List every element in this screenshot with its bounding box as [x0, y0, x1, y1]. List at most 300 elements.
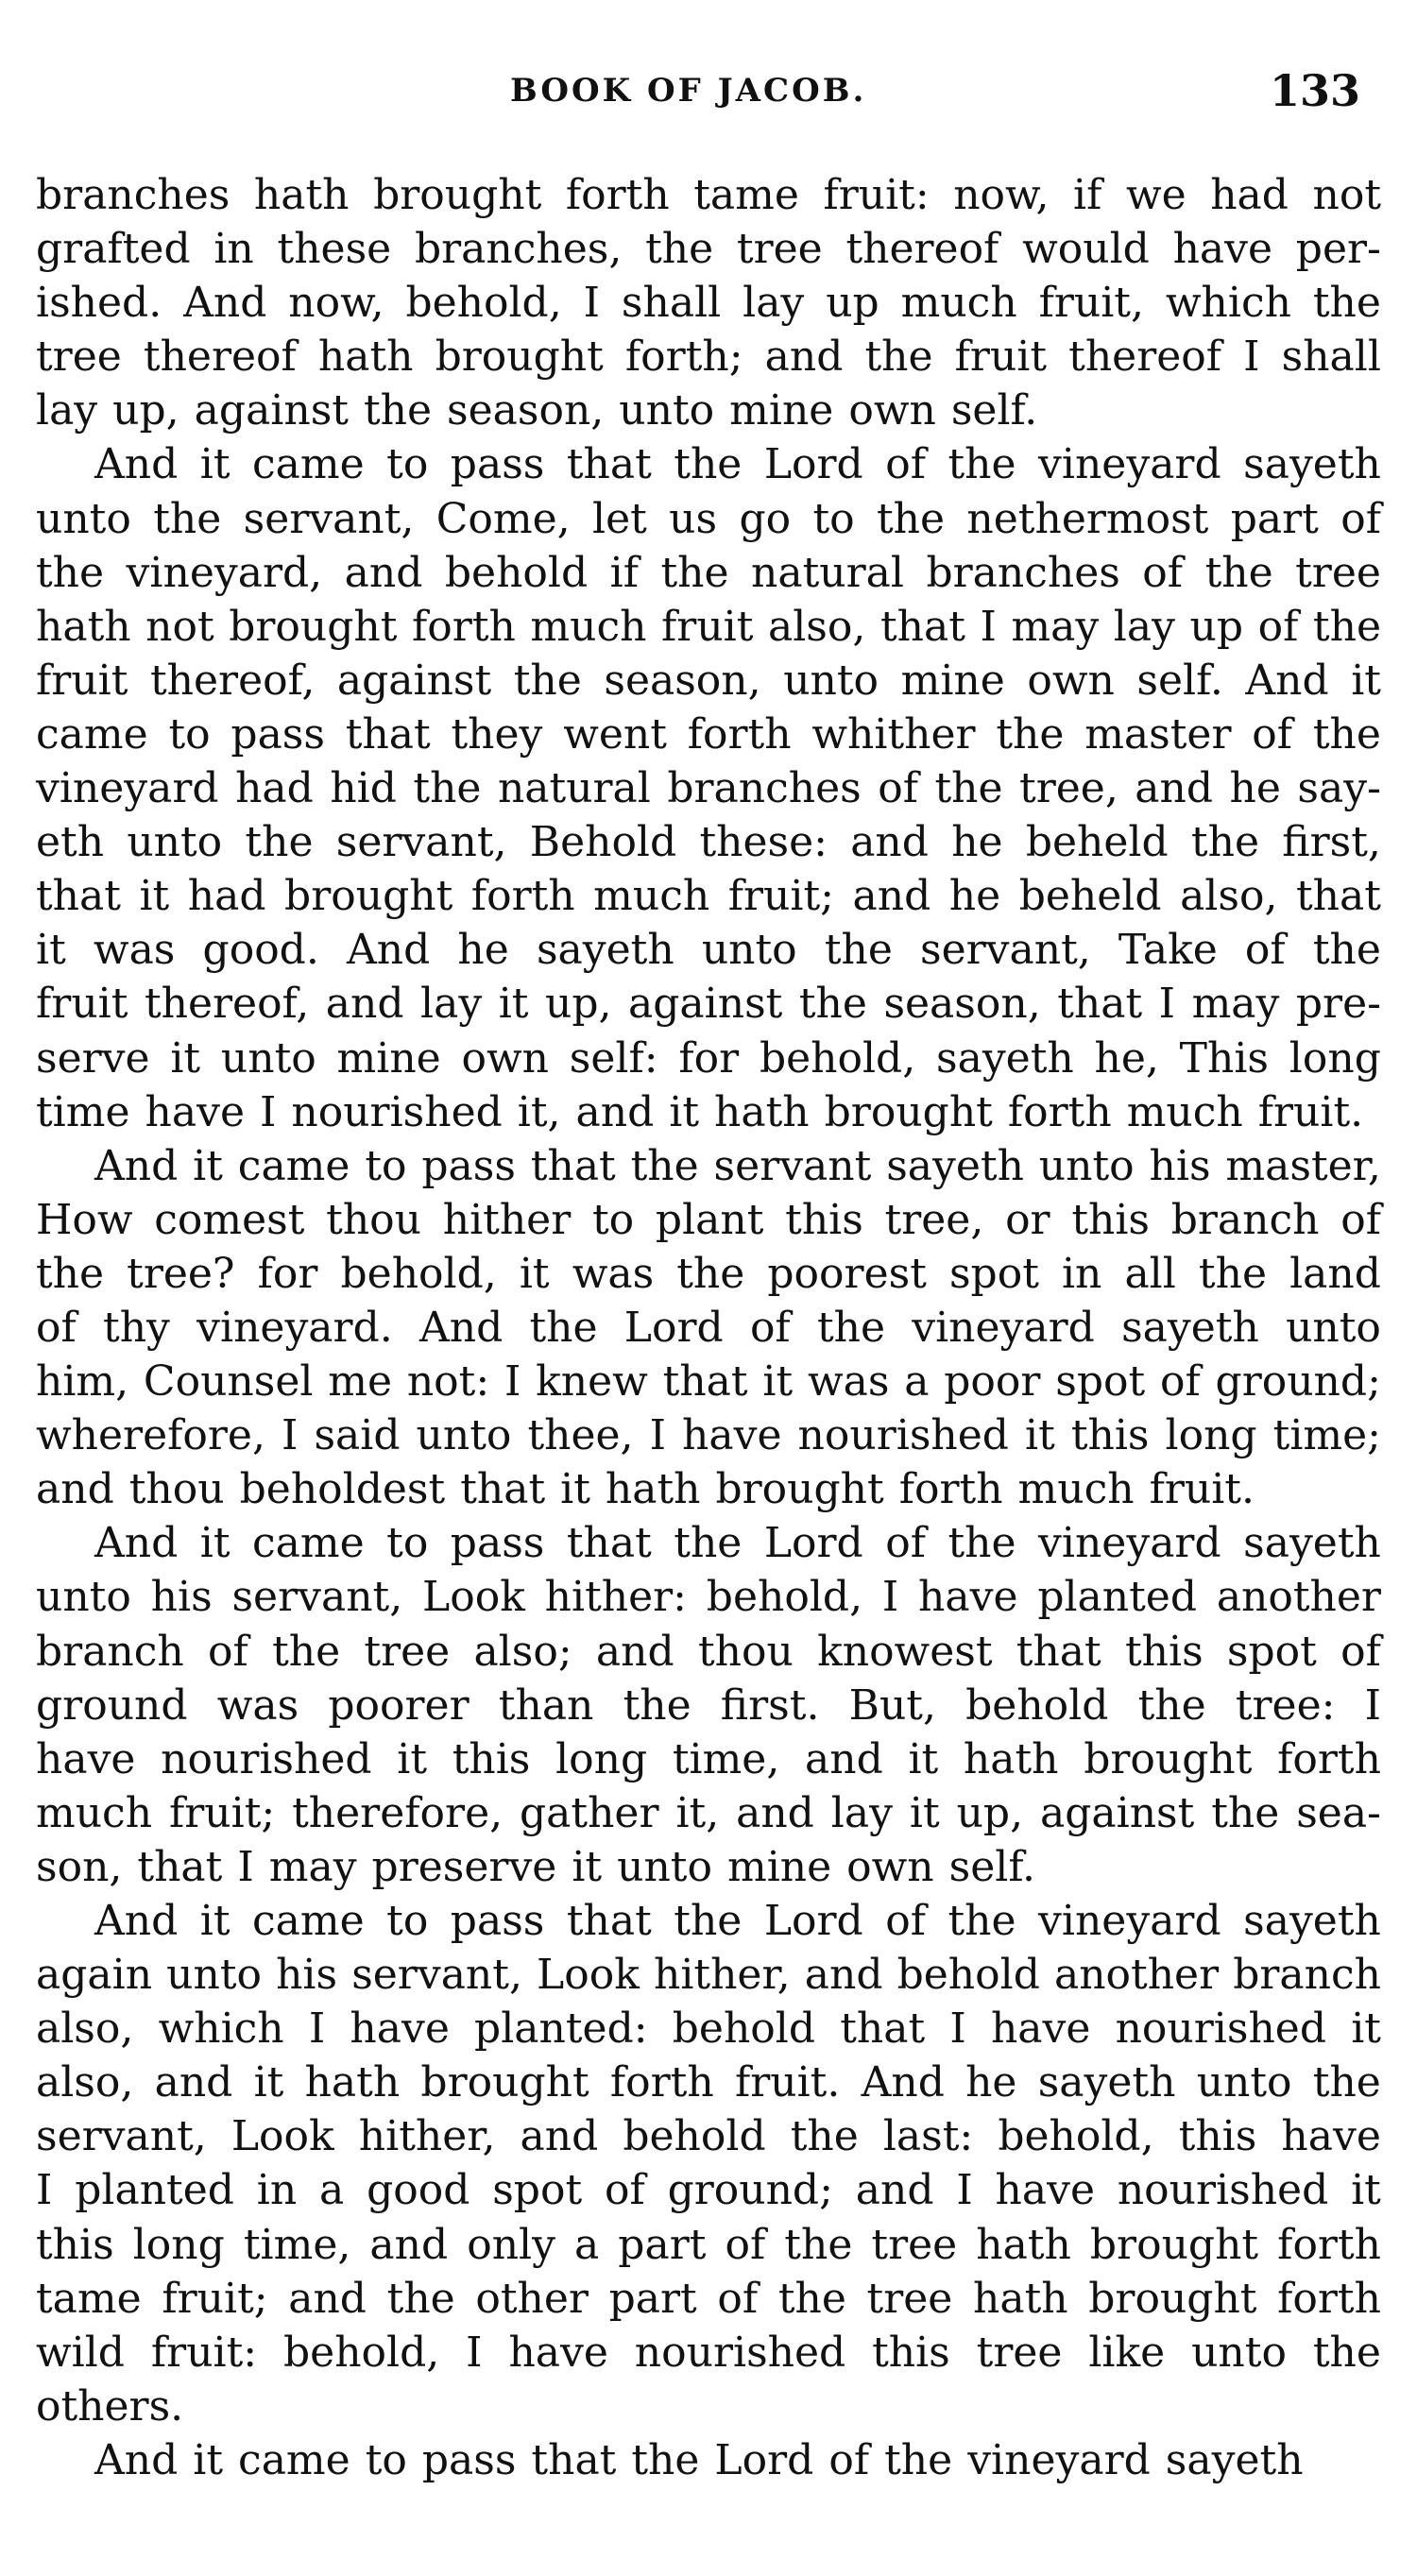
word: shall [621, 279, 722, 328]
word: I [1243, 333, 1260, 382]
word: poor [944, 1357, 1041, 1407]
word: land [1289, 1249, 1381, 1298]
word: he [951, 818, 1003, 867]
word: to [365, 1141, 407, 1190]
word: the [623, 1680, 691, 1730]
word: of [885, 1519, 926, 1568]
word: was [93, 926, 176, 975]
word: nourished [797, 1411, 1009, 1460]
text-line [36, 1679, 1381, 1732]
word: also, [768, 602, 866, 651]
word: like [1088, 2328, 1166, 2377]
word: for [257, 1249, 318, 1298]
word: Lord [763, 1897, 863, 1945]
word: branches [667, 764, 862, 813]
word: I [282, 1411, 299, 1460]
word: me [328, 1357, 393, 1407]
word: spot [1055, 1357, 1146, 1407]
paragraph [36, 2433, 1381, 2487]
word: also, [1180, 872, 1278, 921]
word: this [872, 2328, 950, 2377]
word: gather [520, 1788, 659, 1837]
word: And [418, 1303, 504, 1352]
body-text [36, 168, 1381, 2487]
word: unto [783, 656, 879, 705]
word: Counsel [143, 1357, 314, 1407]
word: of [604, 2166, 645, 2215]
word: nourished [1115, 2005, 1326, 2054]
word: unto [416, 1411, 512, 1460]
word: vineyard. [196, 1303, 393, 1352]
word: that [530, 1141, 616, 1190]
word: hath [304, 2058, 401, 2107]
word: behold, [706, 1573, 863, 1622]
word: it, [517, 1087, 561, 1136]
word: it [519, 1249, 550, 1298]
word: tame [693, 171, 799, 219]
word: and [850, 818, 929, 867]
word: mine [900, 656, 1005, 705]
word: to [386, 440, 429, 489]
text-line [36, 2109, 1381, 2163]
word: thereof [845, 225, 999, 274]
text-line [36, 546, 1381, 600]
word: thereof [143, 333, 297, 382]
text-line [36, 2002, 1381, 2056]
word: vineyard [36, 764, 219, 813]
text-line [36, 1462, 1381, 1516]
word: beheld [1018, 872, 1162, 921]
paragraph [36, 437, 1381, 1138]
word: hither, [654, 1951, 791, 2000]
word: thou [128, 1465, 225, 1514]
word: have [36, 1734, 136, 1783]
word: whither [811, 709, 976, 759]
word: again [36, 1951, 153, 2000]
word: it [560, 1465, 590, 1514]
running-header [0, 62, 1417, 119]
word: also, [36, 2005, 134, 2054]
word: I [504, 1357, 521, 1407]
word: mine [726, 1842, 832, 1891]
word: this [36, 2220, 114, 2269]
text-line [36, 437, 1381, 491]
word: nourished [1117, 2166, 1329, 2215]
word: the [386, 2274, 455, 2323]
text-line [36, 761, 1381, 815]
word: self. [1136, 656, 1223, 705]
word: was [807, 1357, 890, 1407]
word: his [150, 1573, 213, 1622]
word: thee, [527, 1411, 634, 1460]
word: or [1005, 1195, 1050, 1244]
word: of [828, 2435, 870, 2484]
word: said [314, 1411, 401, 1460]
word: that [1016, 1627, 1101, 1676]
word: the [245, 818, 314, 867]
word: How [36, 1195, 133, 1244]
word: now, [953, 171, 1050, 219]
word: branch [1233, 1951, 1381, 2000]
word: have [918, 1573, 1018, 1622]
word: I [649, 1411, 666, 1460]
word: of [1159, 1357, 1201, 1407]
word: the [996, 709, 1065, 759]
word: the [884, 2435, 953, 2484]
word: up [1189, 602, 1244, 651]
word: this [1070, 1411, 1150, 1460]
word: forth [1277, 2220, 1381, 2269]
text-line [36, 168, 1381, 222]
word: unto [617, 1842, 712, 1891]
word: than [498, 1680, 594, 1730]
word: tree: [1235, 1680, 1336, 1730]
word: go [739, 494, 792, 543]
word: also; [473, 1627, 572, 1676]
word: much [1126, 1087, 1243, 1136]
word: servant, [920, 926, 1091, 975]
word: vineyard, [126, 548, 323, 597]
word: this [452, 1734, 531, 1783]
word: to [168, 709, 211, 759]
word: the [1312, 709, 1381, 759]
word: sayeth [936, 1033, 1074, 1083]
word: vineyard [1038, 1897, 1221, 1945]
word: the [660, 548, 729, 597]
text-line [36, 1193, 1381, 1247]
word: came [252, 1519, 365, 1568]
word: knowest [817, 1627, 993, 1676]
word: have [350, 2005, 450, 2054]
word: branches, [414, 225, 623, 274]
word: that [345, 709, 431, 759]
word: hither [442, 1195, 572, 1244]
word: and [595, 1627, 674, 1676]
word: of [717, 2274, 759, 2323]
word: I [1158, 980, 1176, 1029]
word: hither: [544, 1573, 687, 1622]
text-line [36, 869, 1381, 923]
word: sayeth [886, 1141, 1024, 1190]
word: poorest [767, 1249, 927, 1298]
text-line [36, 1786, 1381, 1840]
word: good. [202, 926, 319, 975]
word: tree [866, 2274, 953, 2323]
word: Look [422, 1573, 525, 1622]
word: unto [701, 926, 797, 975]
word: was [572, 1249, 655, 1298]
word: vineyard [1038, 440, 1221, 489]
word: wild [36, 2328, 125, 2377]
word: and [369, 2220, 449, 2269]
word: behold [623, 2112, 766, 2161]
word: the [1198, 1249, 1267, 1298]
word: sayeth [1243, 1897, 1381, 1945]
word: say- [1297, 764, 1381, 813]
word: fruit. [1257, 1087, 1364, 1136]
word: hath [976, 2220, 1071, 2269]
word: sayeth [1243, 1519, 1381, 1568]
word: may [1191, 980, 1280, 1029]
word: have [682, 1411, 782, 1460]
word: against [1039, 1788, 1195, 1837]
word: tree, [1019, 764, 1118, 813]
word: behold [896, 1951, 1040, 2000]
word: nourished [161, 1734, 372, 1783]
word: fruit: [823, 171, 930, 219]
word: it [1025, 1411, 1055, 1460]
word: the [816, 1303, 886, 1352]
word: time, [672, 1734, 780, 1783]
word: this [785, 1195, 863, 1244]
word: a [574, 2220, 600, 2269]
word: it [199, 1897, 230, 1945]
word: came [252, 440, 365, 489]
word: brought [373, 171, 542, 219]
word: in [213, 225, 254, 274]
word: the [153, 494, 222, 543]
word: the [798, 980, 867, 1029]
word: lay [420, 980, 483, 1029]
word: I [259, 1087, 277, 1136]
word: Look [230, 2112, 334, 2161]
word: it [498, 980, 529, 1029]
word: brought [824, 1087, 993, 1136]
word: of [208, 1627, 248, 1676]
word: forth; [624, 333, 743, 382]
word: a [904, 1357, 930, 1407]
word: beholdest [239, 1465, 446, 1514]
word: season, [883, 980, 1041, 1029]
word: grafted [36, 225, 191, 274]
text-line [36, 2272, 1381, 2326]
word: pass [450, 440, 545, 489]
word: it [669, 1087, 700, 1136]
paragraph [36, 1894, 1381, 2433]
word: brought [1089, 2220, 1259, 2269]
word: son, [36, 1842, 123, 1891]
word: servant, [36, 2112, 207, 2161]
word: another [1053, 1951, 1220, 2000]
word: vineyard [1038, 1519, 1221, 1568]
word: it [139, 872, 170, 921]
word: thou [697, 1627, 794, 1676]
word: of [878, 764, 918, 813]
word: hath [605, 1465, 701, 1514]
word: of [885, 1897, 926, 1945]
word: thereof, [144, 980, 310, 1029]
word: up, [956, 1788, 1024, 1837]
word: fruit [36, 980, 128, 1029]
word: that [460, 1465, 546, 1514]
word: the [1312, 2058, 1381, 2107]
word: let [592, 494, 647, 543]
text-line [36, 600, 1381, 654]
word: that [1295, 872, 1381, 921]
word: he, [1094, 1033, 1159, 1083]
word: and [736, 1788, 814, 1837]
word: tree [1295, 548, 1381, 597]
word: part [618, 2220, 707, 2269]
word: lay [36, 386, 98, 435]
word: the [513, 656, 582, 705]
word: this [1124, 1627, 1204, 1676]
word: unto [619, 386, 715, 435]
word: Lord [714, 2435, 814, 2484]
word: that [1057, 980, 1143, 1029]
word: ground; [667, 2166, 833, 2215]
word: sayeth [1165, 2435, 1304, 2484]
word: not: [406, 1357, 490, 1407]
word: it [1351, 656, 1381, 705]
word: not [145, 602, 214, 651]
word: the [36, 1249, 105, 1298]
word: I [583, 279, 601, 328]
text-line [36, 1948, 1381, 2002]
text-line [36, 2380, 1381, 2433]
word: forth [687, 709, 792, 759]
text-line [36, 222, 1381, 276]
word: have [990, 2005, 1091, 2054]
word: first, [1282, 818, 1381, 867]
text-line [36, 1139, 1381, 1193]
word: he [948, 872, 1001, 921]
word: much [36, 1788, 153, 1837]
word: it [908, 1734, 939, 1783]
word: other [475, 2274, 589, 2323]
word: of [1244, 926, 1286, 975]
word: it [170, 1033, 201, 1083]
word: the [777, 2274, 846, 2323]
word: own [848, 386, 936, 435]
word: it [193, 2435, 224, 2484]
word: comest [154, 1195, 305, 1244]
word: forth [609, 2058, 714, 2107]
word: in [1061, 1249, 1102, 1298]
word: pass [450, 1519, 545, 1568]
word: servant, [231, 1573, 403, 1622]
word: part [608, 2274, 697, 2323]
paragraph [36, 1516, 1381, 1894]
word: mine [336, 1033, 441, 1083]
word: good [367, 2166, 470, 2215]
text-line [36, 1032, 1381, 1085]
word: the [631, 2435, 700, 2484]
word: behold, [283, 2328, 440, 2377]
word: in [256, 2166, 298, 2215]
word: time; [1272, 1411, 1381, 1460]
word: ground; [1215, 1357, 1381, 1407]
word: lay [743, 279, 805, 328]
word: natural [497, 764, 651, 813]
word: have [145, 1087, 245, 1136]
word: that [36, 872, 121, 921]
word: the [1190, 818, 1259, 867]
text-line [36, 2218, 1381, 2272]
word: lay [1113, 602, 1175, 651]
word: planted [75, 2166, 234, 2215]
text-line [36, 1301, 1381, 1355]
word: he [965, 2058, 1017, 2107]
word: it [909, 1788, 940, 1837]
word: knew [536, 1357, 648, 1407]
word: planted [1037, 1573, 1198, 1622]
word: own [846, 1842, 934, 1891]
word: that [137, 1842, 223, 1891]
word: unto [36, 494, 131, 543]
word: mine [729, 386, 834, 435]
word: behold [444, 548, 589, 597]
word: for [678, 1033, 740, 1083]
word: all [1124, 1249, 1176, 1298]
word: plant [655, 1195, 764, 1244]
word: of [725, 2220, 766, 2269]
word: And [94, 2435, 179, 2484]
word: the [1312, 926, 1381, 975]
word: pre- [1295, 980, 1381, 1029]
word: fruit; [168, 1788, 276, 1837]
word: tree [736, 225, 823, 274]
word: to [812, 494, 855, 543]
word: shall [1281, 333, 1381, 382]
word: fruit: [150, 2328, 258, 2377]
word: fruit. [1149, 1465, 1255, 1514]
word: nourished [291, 1087, 503, 1136]
word: forth [565, 171, 670, 219]
word: and [1135, 764, 1214, 813]
word: the [1204, 548, 1273, 597]
word: have [508, 2328, 608, 2377]
text-line [36, 384, 1381, 437]
word: thy [103, 1303, 170, 1352]
word: it, [675, 1788, 720, 1837]
word: of [1142, 548, 1184, 597]
word: master, [1225, 1141, 1381, 1190]
word: fruit [36, 656, 128, 705]
word: hither, [358, 2112, 496, 2161]
text-line [36, 923, 1381, 977]
word: it [1351, 2166, 1381, 2215]
text-line [36, 1570, 1381, 1624]
word: pass [230, 709, 325, 759]
word: brought [284, 872, 453, 921]
word: that [566, 440, 652, 489]
word: the [948, 440, 1016, 489]
word: up [826, 279, 879, 328]
word: the [676, 1249, 745, 1298]
word: But, [848, 1680, 936, 1730]
word: pass [421, 2435, 517, 2484]
word: forth [1277, 1734, 1381, 1783]
word: sayeth [536, 926, 674, 975]
word: that [662, 1357, 748, 1407]
word: ished. [36, 279, 162, 328]
word: forth [1277, 2274, 1381, 2323]
word: have [1172, 225, 1273, 274]
word: tree? [127, 1249, 235, 1298]
word: Take [1118, 926, 1218, 975]
word: spot [948, 1249, 1039, 1298]
word: servant, [335, 818, 507, 867]
word: hath [317, 333, 414, 382]
word: vineyard [912, 1303, 1095, 1352]
word: Lord [623, 1303, 724, 1352]
word: season, [604, 656, 761, 705]
text-line [36, 1408, 1381, 1462]
word: it [36, 926, 66, 975]
word: brought [420, 2058, 589, 2107]
word: to [592, 1195, 635, 1244]
